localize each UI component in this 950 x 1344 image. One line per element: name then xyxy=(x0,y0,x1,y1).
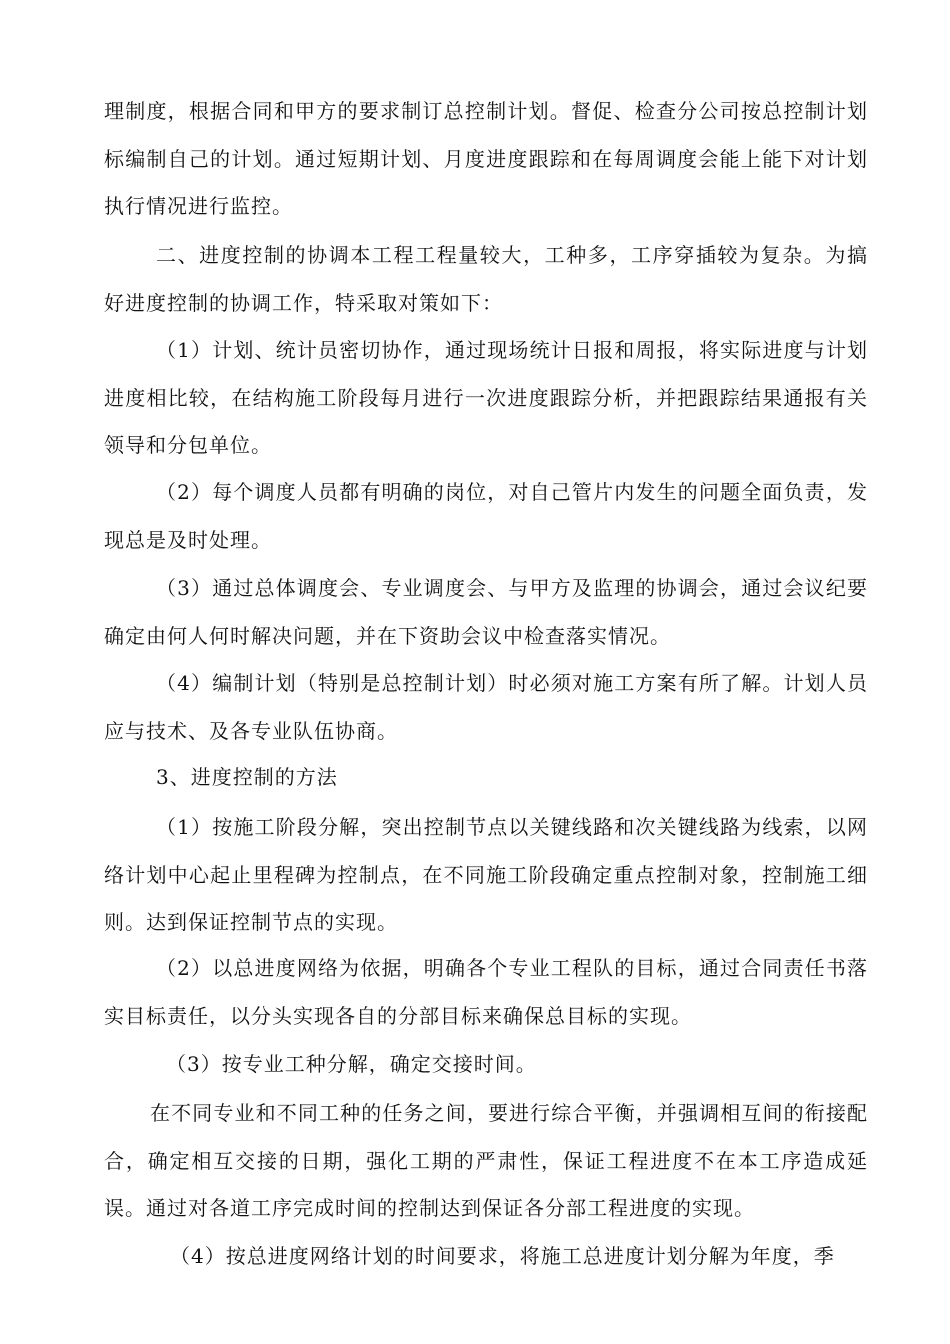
paragraph-balance: 在不同专业和不同工种的任务之间，要进行综合平衡，并强调相互间的衔接配合，确定相互交接的日期，强化工期的严肃性，保证工程进度不在本工序造成延误。通过对各道工序完成时间的控制达到保证各分部工程进度的实现。 xyxy=(104,1101,868,1220)
paragraph-method-3-trades: （3）按专业工种分解，确定交接时间。 xyxy=(166,1052,537,1076)
paragraph-item-1-statistics: （1）计划、统计员密切协作，通过现场统计日报和周报，将实际进度与计划进度相比较，在结构施工阶段每月进行一次进度跟踪分析，并把跟踪结果通报有关领导和分包单位。 xyxy=(104,338,868,457)
paragraph-coordination-heading: 二、进度控制的协调本工程工程量较大，工种多，工序穿插较为复杂。为搞好进度控制的协调工作，特采取对策如下： xyxy=(104,243,868,315)
paragraph-item-2-dispatch: （2）每个调度人员都有明确的岗位，对自己管片内发生的问题全面负责，发现总是及时处理。 xyxy=(104,480,868,552)
section-heading-control-methods: 3、进度控制的方法 xyxy=(156,765,338,789)
paragraph-method-1-stages: （1）按施工阶段分解，突出控制节点以关键线路和次关键线路为线索，以网络计划中心起止里程碑为控制点，在不同施工阶段确定重点控制对象，控制施工细则。达到保证控制节点的实现。 xyxy=(104,815,868,934)
paragraph-item-4-planning: （4）编制计划（特别是总控制计划）时必须对施工方案有所了解。计划人员应与技术、及各专业队伍协商。 xyxy=(104,671,868,743)
paragraph-item-3-meetings: （3）通过总体调度会、专业调度会、与甲方及监理的协调会，通过会议纪要确定由何人何时解决问题，并在下资助会议中检查落实情况。 xyxy=(104,576,868,648)
paragraph-management-system: 理制度，根据合同和甲方的要求制订总控制计划。督促、检查分公司按总控制计划标编制自己的计划。通过短期计划、月度进度跟踪和在每周调度会能上能下对计划执行情况进行监控。 xyxy=(104,99,868,218)
paragraph-method-4-schedule: （4）按总进度网络计划的时间要求，将施工总进度计划分解为年度，季 xyxy=(170,1244,835,1268)
paragraph-method-2-network: （2）以总进度网络为依据，明确各个专业工程队的目标，通过合同责任书落实目标责任，以分头实现各自的分部目标来确保总目标的实现。 xyxy=(104,956,868,1028)
